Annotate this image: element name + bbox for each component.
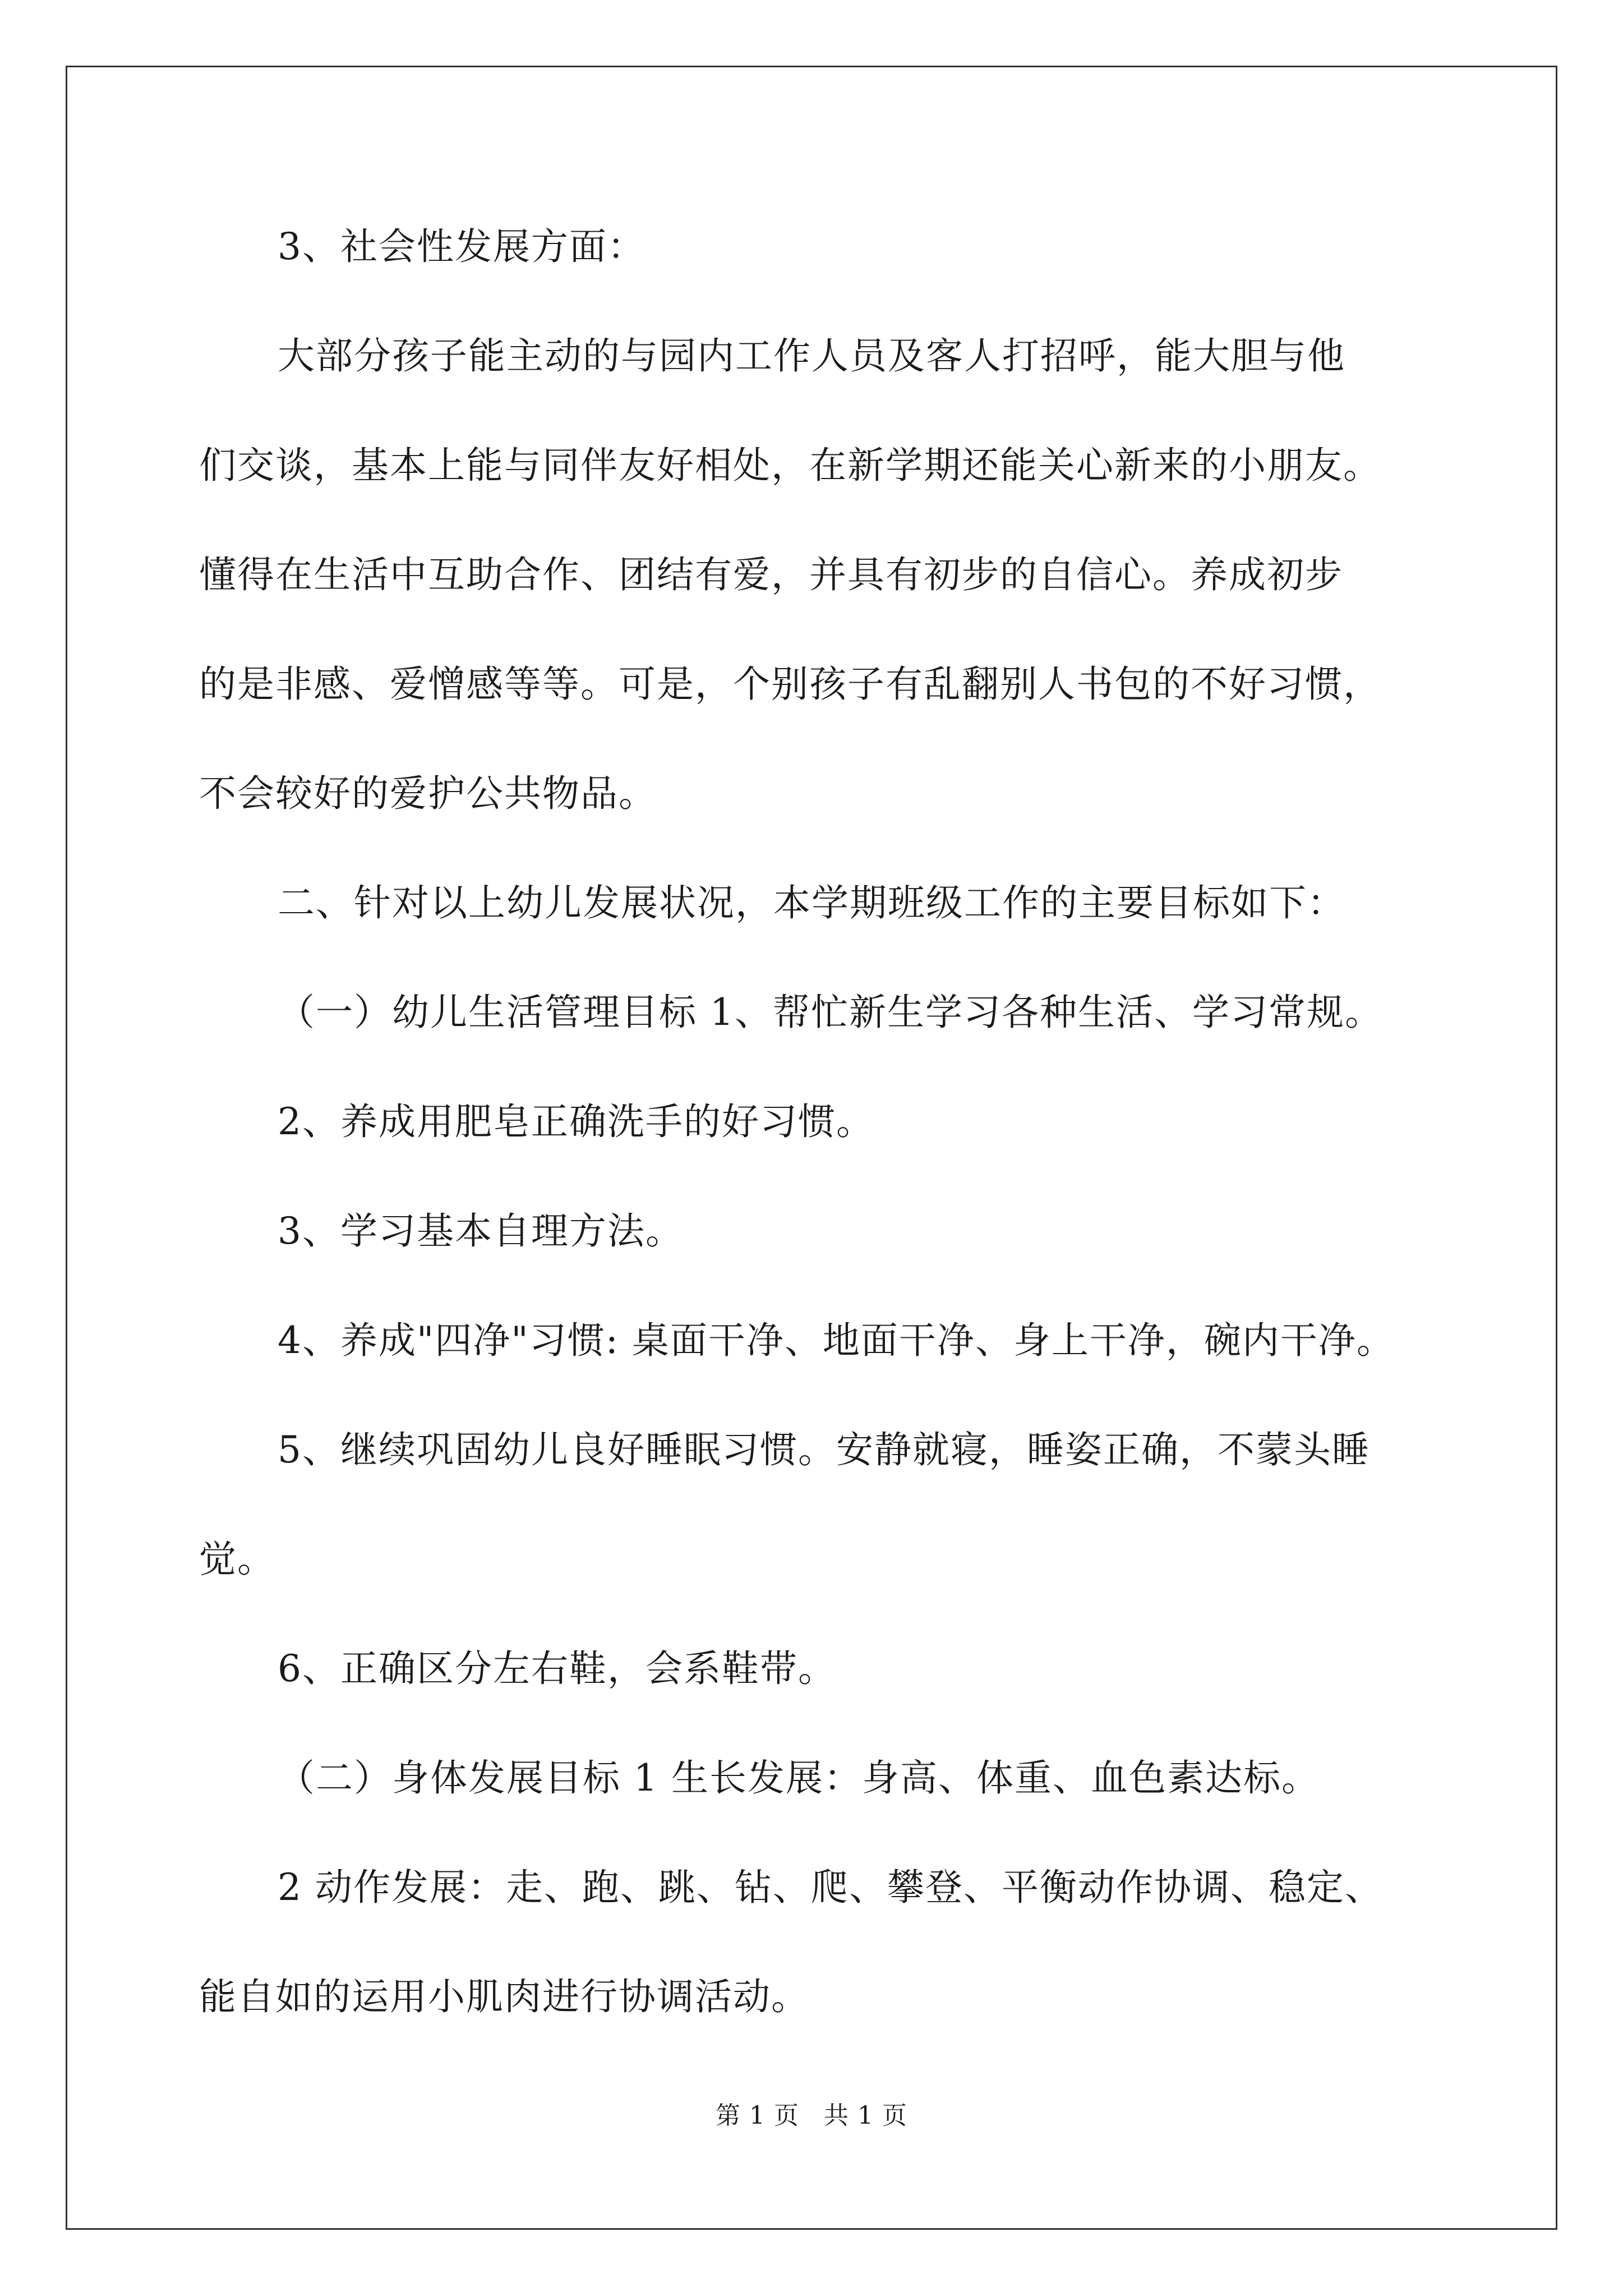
list-item: （一）幼儿生活管理目标 1、帮忙新生学习各种生活、学习常规。	[278, 991, 1383, 1034]
page-footer	[0, 2095, 1623, 2131]
list-item-continuation: 觉。	[199, 1538, 275, 1581]
list-item-continuation: 能自如的运用小肌肉进行协调活动。	[199, 1975, 809, 2018]
list-item: 5、继续巩固幼儿良好睡眠习惯。安静就寝，睡姿正确，不蒙头睡	[278, 1428, 1370, 1471]
page-number: 第 1 页	[716, 2101, 799, 2130]
paragraph-line: 的是非感、爱憎感等等。可是，个别孩子有乱翻别人书包的不好习惯，	[199, 662, 1381, 706]
page-total: 共 1 页	[824, 2101, 907, 2130]
section-heading-social: 3、社会性发展方面：	[278, 225, 645, 268]
paragraph-line: 不会较好的爱护公共物品。	[199, 772, 657, 815]
paragraph-line: 大部分孩子能主动的与园内工作人员及客人打招呼，能大胆与他	[278, 334, 1345, 378]
list-item: 3、学习基本自理方法。	[278, 1209, 684, 1253]
section-heading-goals: 二、针对以上幼儿发展状况，本学期班级工作的主要目标如下：	[278, 881, 1345, 924]
list-item: 2、养成用肥皂正确洗手的好习惯。	[278, 1100, 874, 1143]
paragraph-line: 们交谈，基本上能与同伴友好相处，在新学期还能关心新来的小朋友。	[199, 444, 1381, 487]
list-item: 4、养成"四净"习惯: 桌面干净、地面干净、身上干净，碗内干净。	[278, 1319, 1395, 1362]
list-item: （二）身体发展目标 1 生长发展：身高、体重、血色素达标。	[278, 1756, 1320, 1800]
list-item: 2 动作发展：走、跑、跳、钻、爬、攀登、平衡动作协调、稳定、	[278, 1866, 1383, 1909]
list-item: 6、正确区分左右鞋，会系鞋带。	[278, 1647, 836, 1690]
paragraph-line: 懂得在生活中互助合作、团结有爱，并具有初步的自信心。养成初步	[199, 553, 1343, 596]
